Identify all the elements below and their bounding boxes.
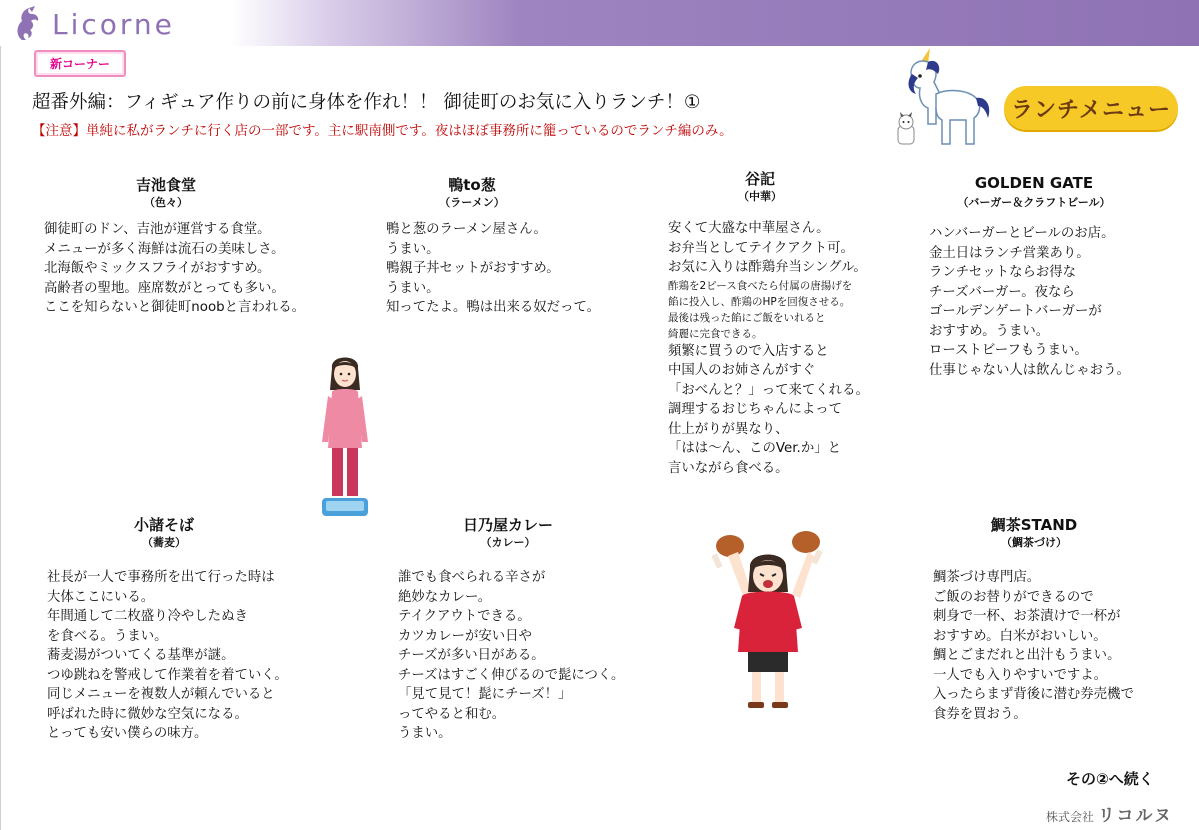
shop-genre: （バーガー＆クラフトビール） bbox=[957, 196, 1111, 209]
description-line: 鴨と葱のラーメン屋さん。 bbox=[386, 222, 547, 237]
shop-name: 日乃屋カレー bbox=[462, 516, 554, 534]
unicorn-logo-icon bbox=[14, 6, 44, 42]
description-line: 中国人のお姉さんがすぐ bbox=[668, 363, 816, 378]
description-line: 呼ばれた時に微妙な空気になる。 bbox=[47, 706, 248, 722]
shop-name: 鴨to葱 bbox=[448, 176, 496, 194]
description-line: うまい。 bbox=[386, 241, 440, 257]
description-line: おすすめ。白米がおいしい。 bbox=[933, 628, 1107, 644]
description-line: うまい。 bbox=[398, 726, 452, 741]
lunch-menu-sign bbox=[1004, 86, 1178, 130]
shop-genre: （蕎麦） bbox=[142, 536, 186, 549]
description-line: ランチセットならお得な bbox=[929, 265, 1077, 280]
description-line: ローストビーフもうまい。 bbox=[929, 343, 1088, 358]
unicorn-illustration-icon bbox=[892, 48, 996, 152]
description-line: おすすめ。うまい。 bbox=[929, 323, 1050, 339]
shop-name: 小諸そば bbox=[133, 516, 195, 534]
description-line: 絶妙なカレー。 bbox=[398, 589, 492, 605]
description-line: 鴨親子丼セットがおすすめ。 bbox=[386, 261, 560, 276]
header-band bbox=[0, 0, 1199, 46]
description-line: 言いながら食べる。 bbox=[668, 460, 789, 476]
shop-name: 吉池食堂 bbox=[135, 176, 197, 194]
shop-name: 鯛茶STAND bbox=[990, 516, 1078, 534]
badge-label: 新コーナー bbox=[49, 57, 110, 71]
description-note: 最後は残った餡にご飯をいれると bbox=[668, 311, 826, 324]
description-line: ここを知らないと御徒町noobと言われる。 bbox=[44, 300, 306, 315]
shop-genre: （色々） bbox=[144, 196, 188, 209]
notice-text: 【注意】単純に私がランチに行く店の一部です。主に駅南側です。夜はほぼ事務所に籠っているのでランチ編のみ。 bbox=[32, 123, 733, 139]
description-line: 誰でも食べられる辛さが bbox=[398, 570, 546, 585]
shop-genre: （カレー） bbox=[480, 536, 536, 549]
description-line: 「はは〜ん、このVer.か」と bbox=[668, 441, 841, 456]
description-line: ハンバーガーとビールのお店。 bbox=[929, 226, 1115, 241]
description-line: チーズバーガー。夜なら bbox=[929, 284, 1075, 300]
description-line: 鯛茶づけ専門店。 bbox=[933, 570, 1041, 585]
shop-description bbox=[44, 220, 305, 318]
continue-label: その②へ続く bbox=[1066, 770, 1154, 788]
description-line: お気に入りは酢鶏弁当シングル。 bbox=[668, 260, 867, 275]
shop-description bbox=[47, 568, 288, 744]
description-line: 高齢者の聖地。座席数がとっても多い。 bbox=[44, 280, 285, 296]
description-line: 御徒町のドン、吉池が運営する食堂。 bbox=[44, 222, 271, 237]
description-line: を食べる。うまい。 bbox=[47, 628, 168, 644]
description-line: うまい。 bbox=[386, 280, 440, 296]
page-title: 超番外編：フィギュア作りの前に身体を作れ！！ 御徒町のお気に入りランチ！① bbox=[32, 92, 701, 113]
shop-genre: （ラーメン） bbox=[439, 196, 505, 209]
description-line: ゴールデンゲートバーガーが bbox=[929, 304, 1102, 319]
shop-genre: （鯛茶づけ） bbox=[1001, 536, 1067, 549]
description-line: 調理するおじちゃんによって bbox=[668, 402, 843, 417]
description-line: 蕎麦湯がついてくる基準が謎。 bbox=[47, 648, 235, 663]
description-line: とっても安い僕らの味方。 bbox=[47, 726, 208, 741]
shop-description bbox=[398, 568, 624, 744]
description-line: 「おべんと？」って来てくれる。 bbox=[668, 382, 869, 398]
description-line: 年間通して二枚盛り冷やしたぬき bbox=[47, 609, 248, 624]
woman-on-scale-illustration-icon bbox=[314, 350, 376, 520]
description-note: 餡に投入し、酢鶏のHPを回復させる。 bbox=[668, 295, 851, 308]
brand-logo[interactable] bbox=[14, 6, 175, 42]
page-border bbox=[0, 46, 1, 830]
company-name bbox=[1046, 801, 1173, 826]
description-line: チーズが多い日がある。 bbox=[398, 648, 545, 663]
description-line: ってやると和む。 bbox=[398, 706, 506, 722]
shop-name: GOLDEN GATE bbox=[974, 174, 1094, 192]
description-line: 刺身で一杯、お茶漬けで一杯が bbox=[933, 609, 1121, 624]
description-note: 綺麗に完食できる。 bbox=[668, 327, 763, 340]
woman-with-chicken-illustration-icon bbox=[706, 528, 832, 710]
description-line: テイクアウトできる。 bbox=[398, 609, 531, 624]
shop-description bbox=[668, 219, 869, 478]
company-prefix: 株式会社 bbox=[1046, 810, 1095, 824]
shop-description bbox=[929, 224, 1130, 380]
description-line: 社長が一人で事務所を出て行った時は bbox=[47, 570, 275, 585]
description-line: メニューが多く海鮮は流石の美味しさ。 bbox=[44, 241, 285, 257]
description-line: 仕上がりが異なり、 bbox=[668, 421, 789, 437]
description-line: チーズはすごく伸びるので髭につく。 bbox=[398, 667, 625, 683]
description-line: 「見て見て！髭にチーズ！」 bbox=[398, 687, 572, 702]
shop-genre: （中華） bbox=[738, 190, 782, 203]
description-line: 鯛とごまだれと出汁もうまい。 bbox=[933, 648, 1121, 663]
description-note: 酢鶏を2ピース食べたら付属の唐揚げを bbox=[668, 279, 853, 292]
company-brand: リコルヌ bbox=[1097, 806, 1173, 826]
lunch-menu-label: ランチメニュー bbox=[1010, 97, 1172, 123]
description-line: 食券を買おう。 bbox=[933, 706, 1027, 722]
description-line: 金土日はランチ営業あり。 bbox=[929, 245, 1090, 261]
description-line: 入ったらまず背後に潜む券売機で bbox=[933, 687, 1134, 702]
new-corner-badge bbox=[34, 50, 126, 77]
shop-description bbox=[386, 220, 600, 318]
description-line: 北海飯やミックスフライがおすすめ。 bbox=[44, 261, 271, 276]
shop-name: 谷記 bbox=[744, 170, 776, 188]
description-line: 頻繁に買うので入店すると bbox=[668, 343, 829, 359]
description-line: お弁当としてテイクアクト可。 bbox=[668, 240, 854, 256]
description-line: カツカレーが安い日や bbox=[398, 628, 532, 644]
description-line: 一人でも入りやすいですよ。 bbox=[933, 667, 1108, 683]
description-line: 知ってたよ。鴨は出来る奴だって。 bbox=[386, 300, 600, 315]
description-line: 大体ここにいる。 bbox=[47, 589, 155, 605]
description-line: 安くて大盛な中華屋さん。 bbox=[668, 221, 830, 236]
shop-description bbox=[933, 568, 1134, 724]
description-line: 同じメニューを複数人が頼んでいると bbox=[47, 687, 275, 702]
brand-name: Licorne bbox=[52, 7, 175, 41]
description-line: ご飯のお替りができるので bbox=[933, 589, 1094, 605]
description-line: つゆ跳ねを警戒して作業着を着ていく。 bbox=[47, 667, 288, 683]
description-line: 仕事じゃない人は飲んじゃおう。 bbox=[929, 362, 1130, 378]
